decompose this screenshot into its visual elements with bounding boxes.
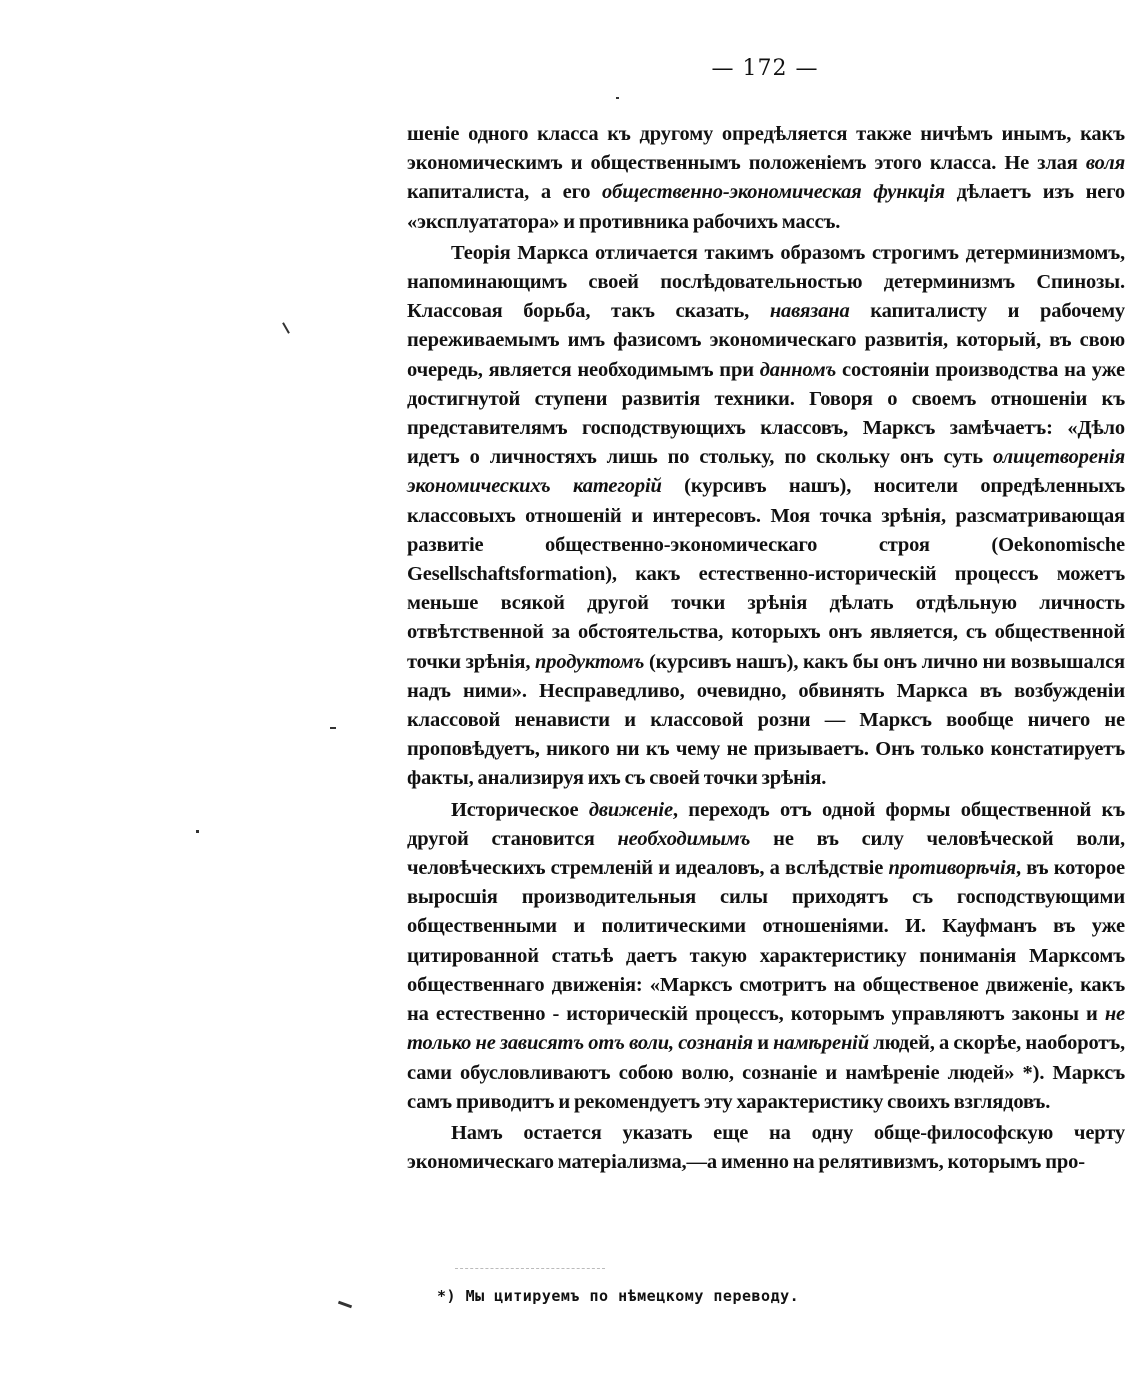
italic-run: олицетворенія экономическихъ категорій (407, 446, 1125, 498)
italic-run: воля (1085, 152, 1125, 175)
italic-run: противорѣчія (888, 857, 1016, 880)
italic-run: не только не зависятъ отъ воли, сознанія (407, 1003, 1125, 1055)
text-run: Теорія Маркса отличается такимъ образомъ строгимъ детерминизмомъ, напоминающимъ своей послѣдовательностью детерминизмъ Спинозы. Классовая борьба, такъ сказать, (407, 241, 1125, 323)
paragraph-3 (407, 796, 1125, 1117)
main-text (407, 120, 1125, 1177)
italic-run: навязана (769, 300, 850, 323)
text-run: людей, а скорѣе, наоборотъ, сами обусловливаютъ собою волю, сознаніе и намѣреніе людей» *). Марксъ самъ приводитъ и рекомендуетъ эту характеристику своихъ взглядовъ. (407, 1032, 1125, 1113)
text-run: состояніи производства на уже достигнутой ступени развитія техники. Говоря о своемъ отношеніи къ представителямъ господствующихъ классовъ, Марксъ замѣчаетъ: «Дѣло идетъ о личностяхъ лишь по стольку, по скольку онъ суть (407, 358, 1125, 469)
scan-speck (338, 1301, 352, 1309)
italic-run: данномъ (759, 358, 837, 381)
text-run: и (752, 1032, 774, 1055)
text-run: капиталиста, а его (407, 181, 603, 204)
page-number: — 172 — (711, 56, 819, 81)
italic-run: движеніе (588, 798, 673, 821)
italic-run: намѣреній (773, 1032, 869, 1055)
paragraph-1 (407, 120, 1125, 237)
footnote: *) Мы цитируемъ по нѣмецкому переводу. (437, 1287, 800, 1305)
italic-run: общественно-экономическая функція (602, 181, 945, 204)
text-run: Историческое (451, 798, 589, 821)
text-run: (курсивъ нашъ), носители опредѣленныхъ классовыхъ отношеній и интересовъ. Моя точка зрѣнія, разсматривающая развитіе общественно-экономическаго строя (Oekonomische Gesellschaftsformation), какъ естественно-историческій процессъ можетъ меньше всякой другой точки зрѣнія дѣлать отдѣльную личность отвѣтственной за обстоятельства, которыхъ онъ является, съ общественной точки зрѣнія, (407, 475, 1125, 673)
italic-run: необходимымъ (617, 827, 751, 850)
text-run: , въ которое выросшія производительныя силы приходятъ съ господствующими общественными и политическими отношеніями. И. Кауфманъ въ уже цитированной статьѣ даетъ такую характеристику пониманія Марксомъ общественнаго движенія: «Марксъ смотритъ на общественое движеніе, какъ на естественно - историческій процессъ, которымъ управляютъ законы и (407, 857, 1125, 1026)
scan-speck (330, 727, 336, 729)
text-run: шеніе одного класса къ другому опредѣляется также ничѣмъ инымъ, какъ экономическимъ и общественнымъ положеніемъ этого класса. Не злая (407, 123, 1125, 175)
scan-speck (196, 830, 199, 833)
italic-run: продуктомъ (535, 650, 645, 673)
paragraph-2 (407, 239, 1125, 794)
text-run: (курсивъ нашъ), какъ бы онъ лично ни возвышался надъ ними». Несправедливо, очевидно, обвинять Маркса въ возбужденіи классовой ненависти и классовой розни — Марксъ вообще ничего не проповѣдуетъ, никого ни къ чему не призываетъ. Онъ только констатируетъ факты, анализируя ихъ съ своей точки зрѣнія. (407, 650, 1125, 790)
text-run: Намъ остается указать еще на одну обще-философскую черту экономическаго матеріализма,—а именно на релятивизмъ, которымъ про- (407, 1121, 1125, 1174)
text-run: капиталисту и рабочему переживаемымъ имъ фазисомъ экономическаго развитія, который, въ свою очередь, является необходимымъ при (407, 300, 1126, 381)
text-run: дѣлаетъ изъ него «эксплуататора» и противника рабочихъ массъ. (407, 181, 1125, 233)
paragraph-4 (407, 1119, 1125, 1177)
scan-speck (616, 97, 619, 99)
text-run: не въ силу человѣческой воли, человѣческихъ стремленій и идеаловъ, а вслѣдствіе (407, 827, 1125, 880)
footnote-divider (455, 1268, 605, 1269)
text-run: , переходъ отъ одной формы общественной къ другой становится (407, 798, 1125, 850)
scan-speck (282, 322, 290, 333)
